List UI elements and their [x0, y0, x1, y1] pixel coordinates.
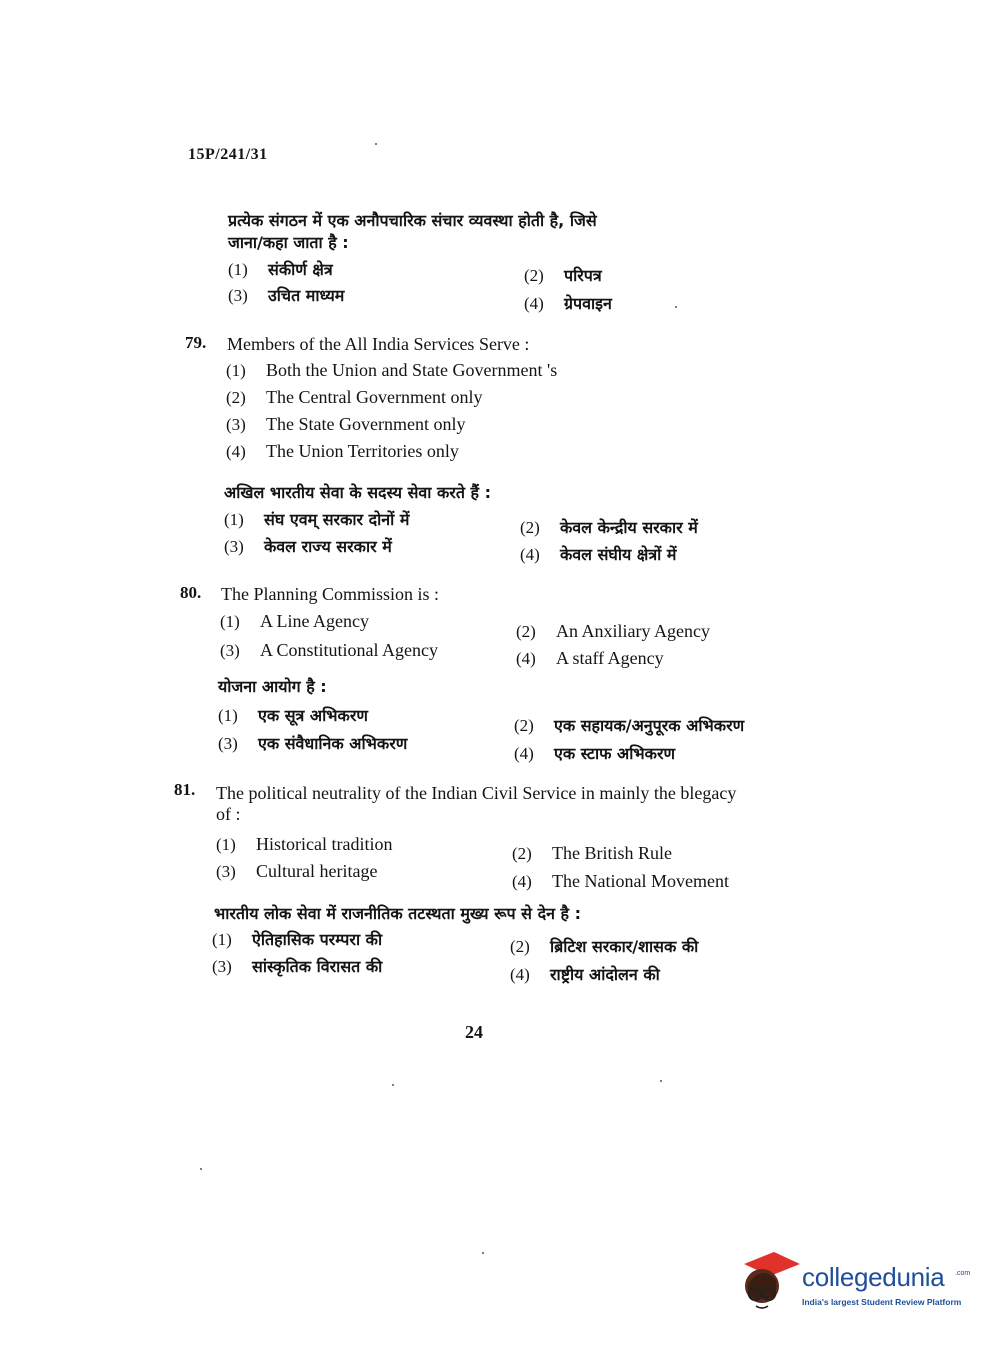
option-number: (2): [510, 937, 530, 956]
option-number: (4): [512, 872, 532, 891]
option-text: संघ एवम् सरकार दोनों में: [264, 510, 410, 529]
option-text: केवल संघीय क्षेत्रों में: [560, 545, 677, 564]
q80-hindi-option-4: [514, 742, 675, 764]
option-number: (1): [216, 835, 236, 854]
brand-tagline: India's largest Student Review Platform: [802, 1297, 962, 1307]
option-text: एक स्टाफ अभिकरण: [554, 744, 676, 763]
option-number: (2): [516, 622, 536, 641]
option-text: A Constitutional Agency: [260, 640, 438, 660]
q81-stem-line1: The political neutrality of the Indian Civil Service in mainly the blegacy: [216, 783, 737, 803]
q80-hindi-option-3: [218, 732, 407, 754]
q78-hindi-option-1: [228, 258, 333, 280]
option-text: Cultural heritage: [256, 861, 378, 881]
scan-speck: [482, 1252, 484, 1254]
option-text: सांस्कृतिक विरासत की: [252, 957, 383, 976]
option-number: (3): [220, 641, 240, 660]
option-text: The National Movement: [552, 871, 729, 891]
q81-stem-line2: of :: [216, 804, 241, 824]
brand-suffix: .com: [955, 1270, 971, 1277]
option-number: (3): [216, 862, 236, 881]
q79-option-1: [226, 360, 557, 381]
option-number: (3): [226, 415, 246, 434]
q80-option-1: [220, 611, 369, 632]
option-text: उचित माध्यम: [268, 286, 345, 305]
option-number: (2): [226, 388, 246, 407]
option-text: The State Government only: [266, 414, 466, 434]
scan-speck: [660, 1080, 662, 1082]
option-text: एक संवैधानिक अभिकरण: [258, 734, 408, 753]
option-text: A staff Agency: [556, 648, 664, 668]
option-number: (3): [228, 286, 248, 305]
option-number: (1): [220, 612, 240, 631]
option-text: एक सहायक/अनुपूरक अभिकरण: [554, 716, 745, 735]
option-text: Historical tradition: [256, 834, 393, 854]
option-text: ब्रिटिश सरकार/शासक की: [550, 937, 699, 956]
q80-hindi-option-2: [514, 714, 744, 736]
option-number: (4): [510, 965, 530, 984]
q81-hindi-option-4: [510, 963, 660, 985]
option-number: (3): [224, 537, 244, 556]
q78-hindi-stem-line2: जाना/कहा जाता है :: [228, 233, 349, 252]
option-text: ऐतिहासिक परम्परा की: [252, 930, 383, 949]
q80-hindi-option-1: [218, 704, 368, 726]
option-number: (3): [212, 957, 232, 976]
q79-hindi-option-2: [520, 516, 698, 538]
q79-hindi-stem: अखिल भारतीय सेवा के सदस्य सेवा करते हैं :: [224, 483, 492, 502]
option-text: The Union Territories only: [266, 441, 459, 461]
q78-hindi-option-4: [524, 292, 612, 314]
q79-option-3: [226, 414, 465, 435]
q79-hindi-option-3: [224, 535, 392, 557]
option-number: (1): [224, 510, 244, 529]
q81-option-2: [512, 843, 672, 864]
option-number: (4): [514, 744, 534, 763]
option-text: The Central Government only: [266, 387, 483, 407]
scan-speck: [392, 1084, 394, 1086]
collegedunia-watermark: [740, 1250, 970, 1315]
q80-stem: The Planning Commission is :: [221, 584, 440, 604]
option-text: An Anxiliary Agency: [556, 621, 710, 641]
option-text: Both the Union and State Government 's: [266, 360, 558, 380]
q81-option-3: [216, 861, 377, 882]
q80-hindi-stem: योजना आयोग है :: [218, 677, 327, 696]
q79-number: 79.: [185, 333, 207, 352]
option-number: (1): [218, 706, 238, 725]
option-number: (2): [514, 716, 534, 735]
q79-option-2: [226, 387, 482, 408]
q79-option-4: [226, 441, 459, 462]
option-text: संकीर्ण क्षेत्र: [268, 260, 333, 279]
option-number: (4): [524, 294, 544, 313]
page-number: 24: [465, 1022, 483, 1042]
scan-speck: [200, 1168, 202, 1170]
q79-stem: Members of the All India Services Serve :: [227, 334, 530, 354]
option-number: (1): [228, 260, 248, 279]
option-number: (4): [520, 545, 540, 564]
q78-hindi-option-2: [524, 264, 602, 286]
q81-option-4: [512, 871, 729, 892]
q81-option-1: [216, 834, 392, 855]
q79-hindi-option-1: [224, 508, 409, 530]
scan-speck: [675, 306, 677, 308]
option-number: (1): [212, 930, 232, 949]
q80-option-3: [220, 640, 438, 661]
q80-number: 80.: [180, 583, 202, 602]
q81-hindi-option-1: [212, 928, 382, 950]
option-text: एक सूत्र अभिकरण: [258, 706, 368, 725]
option-text: A Line Agency: [260, 611, 369, 631]
brand-name: collegedunia: [802, 1262, 945, 1292]
scan-speck: [375, 143, 377, 145]
mascot-icon: [740, 1250, 800, 1314]
q80-option-2: [516, 621, 710, 642]
q81-number: 81.: [174, 780, 196, 799]
option-number: (2): [512, 844, 532, 863]
option-number: (4): [516, 649, 536, 668]
q81-hindi-stem: भारतीय लोक सेवा में राजनीतिक तटस्थता मुख्य रूप से देन है :: [214, 904, 581, 923]
paper-code: 15P/241/31: [188, 146, 268, 163]
option-text: केवल राज्य सरकार में: [264, 537, 392, 556]
option-number: (1): [226, 361, 246, 380]
q81-hindi-option-2: [510, 935, 698, 957]
option-number: (2): [520, 518, 540, 537]
option-text: केवल केन्द्रीय सरकार में: [560, 518, 698, 537]
option-text: The British Rule: [552, 843, 672, 863]
option-text: परिपत्र: [564, 266, 602, 285]
option-text: ग्रेपवाइन: [564, 294, 612, 313]
q79-hindi-option-4: [520, 543, 676, 565]
q81-hindi-option-3: [212, 955, 382, 977]
option-number: (4): [226, 442, 246, 461]
option-text: राष्ट्रीय आंदोलन की: [550, 965, 660, 984]
option-number: (3): [218, 734, 238, 753]
option-number: (2): [524, 266, 544, 285]
q78-hindi-option-3: [228, 284, 344, 306]
q80-option-4: [516, 648, 664, 669]
q78-hindi-stem-line1: प्रत्येक संगठन में एक अनौपचारिक संचार व्यवस्था होती है, जिसे: [228, 211, 597, 230]
